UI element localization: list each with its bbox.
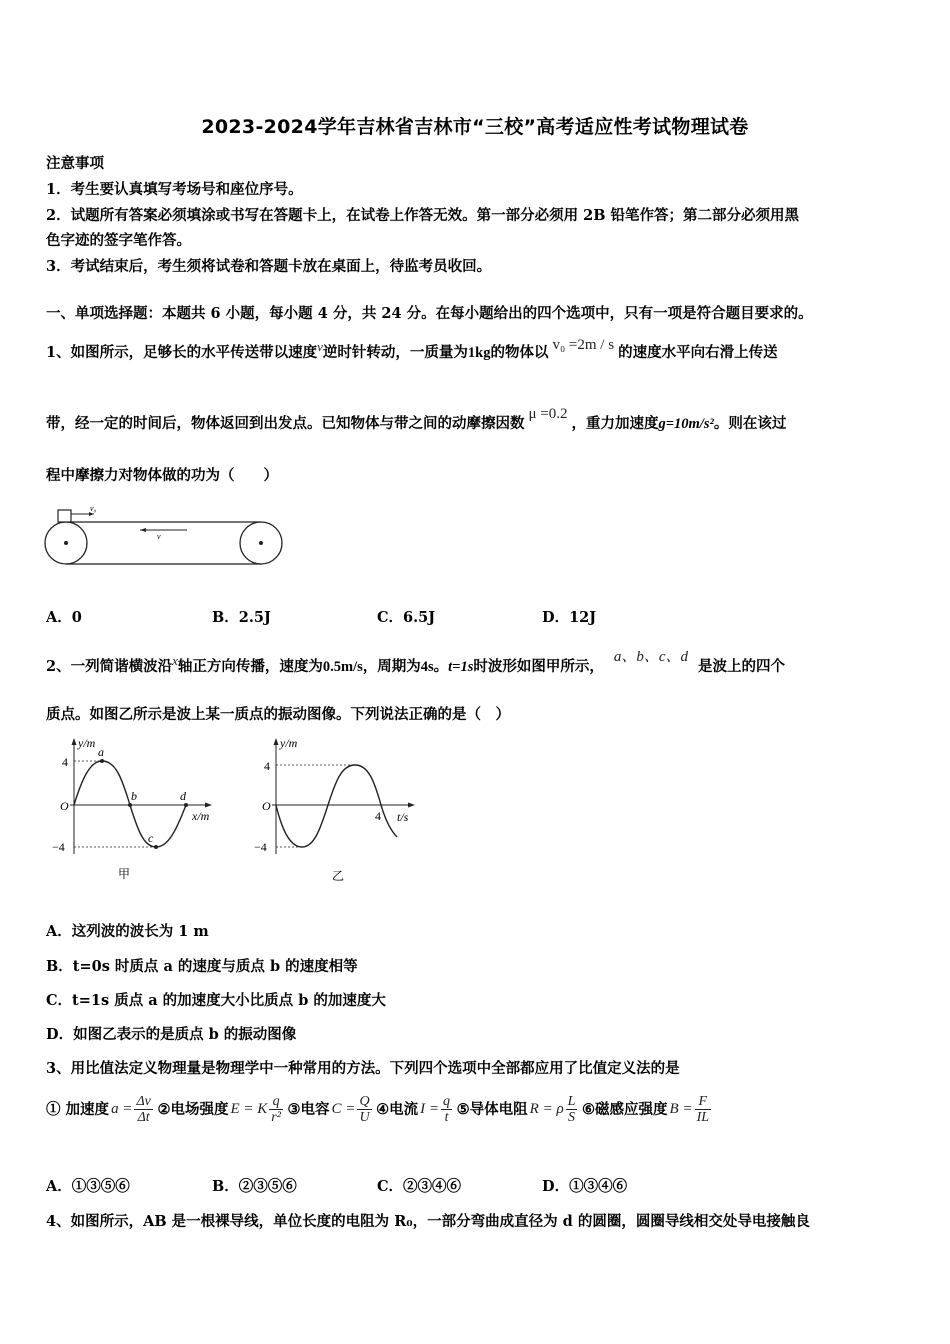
wave-graph-jia: [44, 734, 224, 886]
page-title: 2023-2024学年吉林省吉林市“三校”高考适应性考试物理试卷: [201, 116, 749, 138]
q4-line-1: 4、如图所示，AB 是一根裸导线，单位长度的电阻为 R₀，一部分弯曲成直径为 d 的圆圈，圆圈导线相交处导电接触良: [46, 1213, 810, 1230]
q2-option-d[interactable]: D．如图乙表示的是质点 b 的振动图像: [46, 1026, 297, 1043]
point-d: [184, 803, 188, 807]
label-a: a: [98, 745, 104, 759]
q3-line-1: 3、用比值法定义物理量是物理学中一种常用的方法。下列四个选项中全部都应用了比值定义法的是: [46, 1060, 680, 1077]
block-object: [58, 510, 71, 522]
label-d: d: [180, 789, 186, 803]
belt-velocity-label: v: [157, 532, 161, 541]
q3-option-d[interactable]: D．①③④⑥: [542, 1178, 628, 1195]
q1-v0-formula: v₀ =2m / s: [552, 336, 615, 353]
q3-formula-line: [46, 1094, 711, 1125]
q3-option-c[interactable]: C．②③④⑥: [377, 1178, 462, 1195]
right-pulley-axle: [259, 541, 263, 545]
caption-yi: 乙: [332, 869, 345, 883]
q2-line-2: 质点。如图乙所示是波上某一质点的振动图像。下列说法正确的是（ ）: [46, 706, 510, 723]
q3-item-3: ③电容 C = $\frac{Q}{U}$: [287, 1094, 370, 1125]
q1-option-a[interactable]: A．0: [46, 609, 82, 626]
section-heading: 一、单项选择题：本题共 6 小题，每小题 4 分，共 24 分。在每小题给出的四个选项中，只有一项是符合题目要求的。: [46, 305, 813, 322]
y-tick-bottom: −4: [52, 840, 65, 854]
y-axis-arrow: [274, 738, 279, 745]
label-b: b: [131, 789, 137, 803]
y-tick-bottom: −4: [254, 840, 267, 854]
notice-heading: 注意事项: [46, 155, 104, 172]
q3-item-5: ⑤导体电阻 R = ρ $\frac{L}{S}$: [456, 1094, 576, 1125]
y-label: y/m: [280, 736, 298, 750]
q1-line-3: 程中摩擦力对物体做的功为（ ）: [46, 467, 278, 484]
x-label: x/m: [192, 809, 210, 823]
y-axis-arrow: [72, 738, 77, 745]
q1-line-2: 带，经一定的时间后，物体返回到出发点。已知物体与带之间的动摩擦因数μ =0.2，重力加速度g=10m/s²。则在该过: [46, 406, 787, 432]
q3-item-4: ④电流 I = $\frac{q}{t}$: [376, 1094, 451, 1125]
belt-velocity-arrowhead: [140, 528, 146, 532]
q3-option-b[interactable]: B．②③⑤⑥: [212, 1178, 297, 1195]
vibration-graph-yi: [254, 734, 434, 886]
point-a: [100, 759, 104, 763]
conveyor-belt-figure: [42, 500, 287, 570]
q2-line-1: 2、一列简谐横波沿$^x$轴正方向传播，速度为0.5m/s，周期为4s。t=1s时波形如图甲所示，a、b、c、d是波上的四个: [46, 648, 786, 675]
q1-line-1: 1、如图所示，足够长的水平传送带以速度$^v$逆时针转动，一质量为1kg的物体以 v₀ =2m / s 的速度水平向右滑上传送: [46, 336, 778, 361]
notice-item-1: 1．考生要认真填写考场号和座位序号。: [46, 181, 303, 198]
point-c: [154, 845, 158, 849]
q2-points-label: a、b、c、d: [613, 648, 689, 665]
t-axis-arrow: [408, 803, 415, 808]
q3-item-6: ⑥磁感应强度 B = $\frac{F}{IL}$: [582, 1094, 710, 1125]
y-label: y/m: [78, 736, 96, 750]
q3-option-a[interactable]: A．①③⑤⑥: [46, 1178, 130, 1195]
q3-item-2: ②电场强度 E = K $\frac{q}{\text{r²}}$: [157, 1094, 281, 1125]
q3-item-1: ① 加速度 a = $\frac{\Delta v}{\Delta t}$: [46, 1094, 151, 1125]
q2-option-a[interactable]: A．这列波的波长为 1 m: [46, 923, 209, 940]
x-axis-arrow: [205, 803, 212, 808]
y-tick-top: 4: [62, 755, 68, 769]
q2-option-b[interactable]: B．t=0s 时质点 a 的速度与质点 b 的速度相等: [46, 958, 358, 975]
notice-item-3: 3．考试结束后，考生须将试卷和答题卡放在桌面上，待监考员收回。: [46, 258, 492, 275]
left-pulley-axle: [64, 541, 68, 545]
origin-label: O: [60, 799, 69, 813]
vibration-curve: [276, 765, 397, 847]
notice-item-2-cont: 色字迹的签字笔作答。: [46, 232, 191, 249]
q1-option-c[interactable]: C．6.5J: [377, 609, 436, 626]
notice-item-2: 2．试题所有答案必须填涂或书写在答题卡上，在试卷上作答无效。第一部分必须用 2B 铅笔作答；第二部分必须用黑: [46, 207, 800, 224]
point-b: [128, 803, 132, 807]
q2-option-c[interactable]: C．t=1s 质点 a 的加速度大小比质点 b 的加速度大: [46, 992, 386, 1009]
label-c: c: [148, 831, 154, 845]
t-label: t/s: [397, 810, 409, 824]
caption-jia: 甲: [118, 867, 131, 881]
q1-option-d[interactable]: D．12J: [542, 609, 597, 626]
origin-label: O: [262, 799, 271, 813]
v0-label: v₀: [90, 504, 97, 513]
q1-option-b[interactable]: B．2.5J: [212, 609, 271, 626]
t-tick-4: 4: [375, 809, 381, 823]
y-tick-top: 4: [264, 759, 270, 773]
q1-mu-formula: μ =0.2: [528, 406, 568, 422]
